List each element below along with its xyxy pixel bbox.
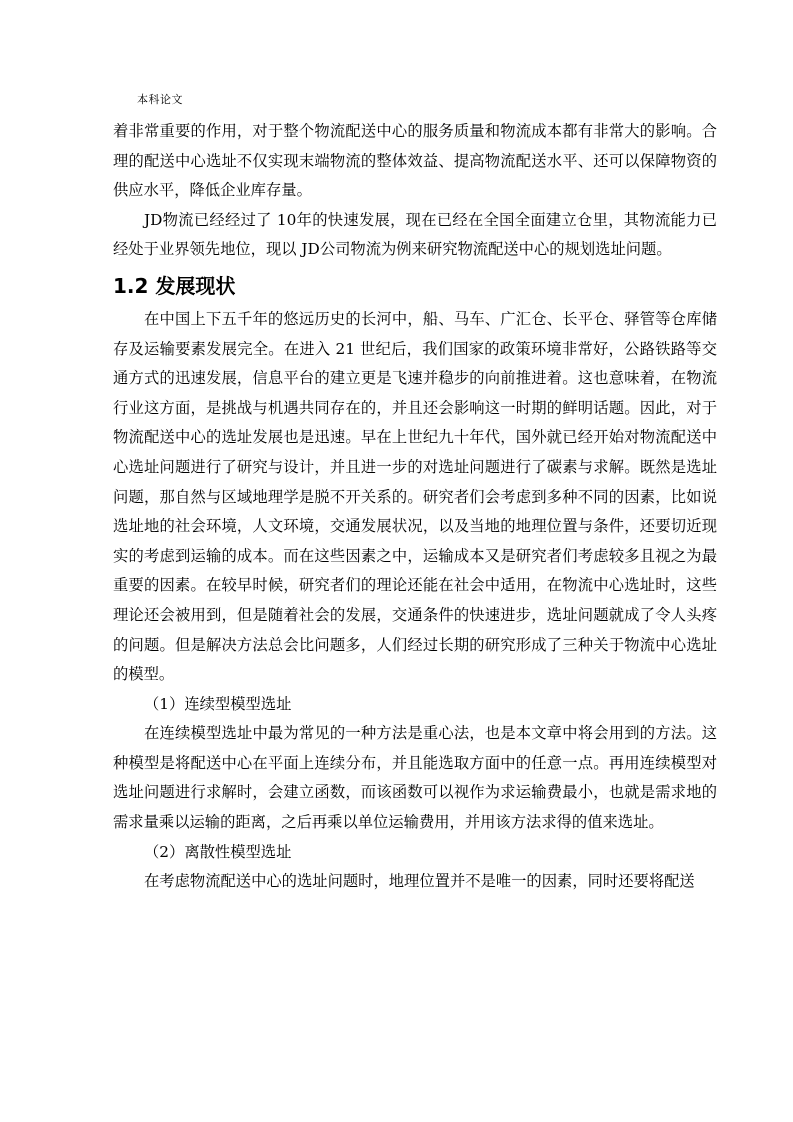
section-heading: 1.2 发展现状 <box>113 273 236 298</box>
paragraph-jd-intro: JD物流已经经过了 10年的快速发展，现在已经在全国全面建立仓里，其物流能力已经处于业界领先地位，现以 JD公司物流为例来研究物流配送中心的规划选址问题。 <box>113 210 717 259</box>
document-body <box>113 117 717 897</box>
paragraph-history: 在中国上下五千年的悠远历史的长河中，船、马车、广汇仓、长平仓、驿管等仓库储存及运输要素发展完全。在进入 21 世纪后，我们国家的政策环境非常好，公路铁路等交通方式的迅速发展，信息平台的建立更是飞速并稳步的向前推进着。这也意味着，在物流行业这方面，是挑战与机遇共同存在的，并且还会影响这一时期的鲜明话题。因此，对于物流配送中心的选址发展也是迅速。早在上世纪九十年代，国外就已经开始对物流配送中心选址问题进行了研究与设计，并且进一步的对选址问题进行了碳素与求解。既然是选址问题，那自然与区域地理学是脱不开关系的。研究者们会考虑到多种不同的因素，比如说选址地的社会环境，人文环境，交通发展状况，以及当地的地理位置与条件，还要切近现实的考虑到运输的成本。而在这些因素之中，运输成本又是研究者们考虑较多且视之为最重要的因素。在较早时候，研究者们的理论还能在社会中适用，在物流中心选址时，这些理论还会被用到，但是随着社会的发展，交通条件的快速进步，选址问题就成了令人头疼的问题。但是解决方法总会比问题多，人们经过长期的研究形成了三种关于物流中心选址的模型。 <box>113 309 717 684</box>
paragraph-continuous-model: 在连续模型选址中最为常见的一种方法是重心法，也是本文章中将会用到的方法。这种模型是将配送中心在平面上连续分布，并且能选取方面中的任意一点。再用连续模型对选址问题进行求解时，会建立函数，而该函数可以视作为求运输费最小，也就是需求地的需求量乘以运输的距离，之后再乘以单位运输费用，并用该方法求得的值来选址。 <box>113 724 717 832</box>
paragraph-discrete-model: 在考虑物流配送中心的选址问题时，地理位置并不是唯一的因素，同时还要将配送 <box>144 872 695 891</box>
subheading-discrete-model: （2）离散性模型选址 <box>144 842 292 861</box>
subheading-continuous-model: （1）连续型模型选址 <box>144 694 292 713</box>
running-header: 本科论文 <box>137 93 183 106</box>
paragraph-continuation: 着非常重要的作用，对于整个物流配送中心的服务质量和物流成本都有非常大的影响。合理的配送中心选址不仅实现末端物流的整体效益、提高物流配送水平、还可以保障物资的供应水平，降低企业库存量。 <box>113 122 717 200</box>
